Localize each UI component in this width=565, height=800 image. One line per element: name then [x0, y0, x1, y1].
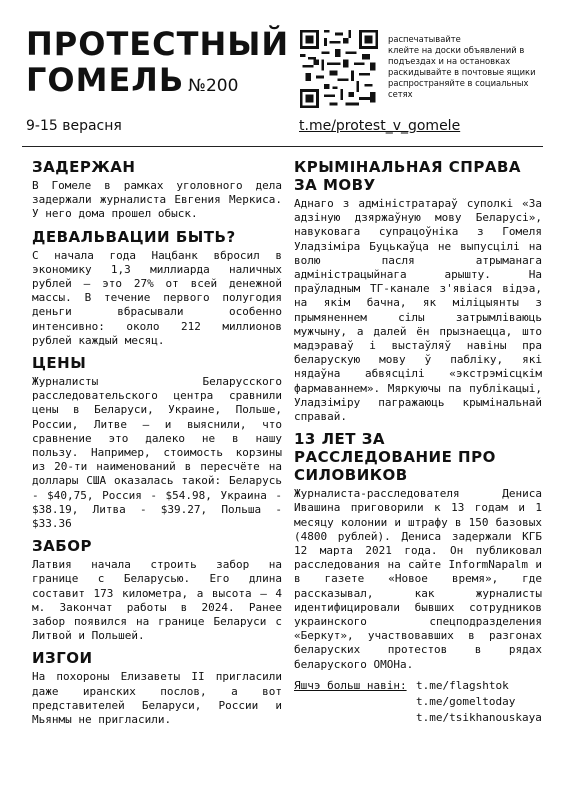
more-news [294, 678, 542, 726]
masthead [26, 26, 306, 134]
distribution-instructions [388, 34, 548, 100]
article-text: Журналисты Беларусского расследовательского центра сравнили цены в Беларуси, Украине, Польше, России, Литве — и выяснили, что сравнение это далеко не в нашу пользу. Например, стоимость корзины из 20-ти наименований в пересчёте на доллары США оказалась такой: Беларусь - $40,75, Россия - $54.98, Украина - $38.19, Литва - $39.27, Польша - $33.36 [32, 375, 282, 531]
article-heading: ДЕВАЛЬВАЦИИ БЫТЬ? [32, 227, 236, 246]
article-text: Журналиста-расследователя Дениса Ивашина приговорили к 13 годам и 1 месяцу колонии и штрафу в 150 базовых (4800 рублей). Дениса задержали КГБ 12 марта 2021 года. Он публиковал расследования на сайте InformNapalm и в газете «Новое время», где рассказывал, как журналисты идентифицировали бывших сотрудников украинского спецподразделения «Беркут», участвовавших в разгонах беларуских протестов в рядах беларуского ОМОНа. [294, 487, 542, 671]
issue-dates: 9-15 верасня [26, 118, 122, 134]
channel-link[interactable]: t.me/flagshtok [416, 678, 509, 692]
channel-link[interactable]: t.me/tsikhanouskaya [416, 710, 542, 724]
telegram-channel-link[interactable]: t.me/protest_v_gomele [299, 118, 461, 134]
article-heading: ЦЕНЫ [32, 354, 87, 373]
instruction-item: клейте на доски объявлений в подъездах и на остановках [388, 45, 525, 66]
header-divider [22, 146, 543, 147]
article-heading: ЗАБОР [32, 537, 92, 556]
article-text: Латвия начала строить забор на границе с Беларусью. Его длина составит 173 километра, а высота – 4 м. Закончат работы в 2024. Ранее забор появился на границе Беларуси с Литвой и Польшей. [32, 558, 282, 643]
article-heading: ИЗГОИ [32, 649, 93, 668]
instruction-item: раскидывайте в почтовые ящики [388, 67, 536, 77]
right-column [294, 158, 542, 726]
channel-link[interactable]: t.me/gomeltoday [416, 694, 516, 708]
instruction-item: распечатывайте [388, 34, 461, 44]
more-news-label: Яшчэ больш навін: [294, 678, 407, 692]
title-line1: ПРОТЕСТНЫЙ [26, 25, 290, 63]
left-column [32, 158, 282, 733]
article-heading: КРЫМІНАЛЬНАЯ СПРАВА ЗА МОВУ [294, 158, 521, 194]
article-text: В Гомеле в рамках уголовного дела задержали журналиста Евгения Меркиса. У него дома прошел обыск. [32, 179, 282, 221]
article-text: Аднаго з адміністратараў суполкі «За адзіную дзяржаўную мову Беларусі», навуковага супрацоўніка з Гомеля Уладзіміра Буцькаўца не выпусцілі на волю пасля атрыманага адміністрацыйнага арышту. На праўладным ТГ-канале з'явіася відэа, на якім бачна, як міліцыянты з прымяненнем сілы затрымліваюць мужчыну, а далей ён прызнаецца, што мадэраваў і выстаўляў навіны пра беларускую мову ў паблiку, які нядаўна абвясцілі «экстрэмісцкім фармаваннем». Мяркуючы па публікацыі, Уладзіміру пагражаюць крымінальнай справай. [294, 197, 542, 424]
issue-number: №200 [188, 76, 239, 96]
title-line2: ГОМЕЛЬ [26, 61, 185, 99]
instruction-item: распространяйте в социальных сетях [388, 78, 529, 99]
qr-code-icon [300, 30, 378, 108]
title [26, 26, 306, 104]
more-news-links [416, 678, 542, 726]
article-heading: 13 ЛЕТ ЗА РАССЛЕДОВАНИЕ ПРО СИЛОВИКОВ [294, 430, 496, 485]
article-text: С начала года Нацбанк вбросил в экономику 1,3 миллиарда наличных рублей — это 27% от всей денежной массы. В течение первого полугодия деньги вбрасывали особенно интенсивно: около 212 миллионов рублей каждый месяц. [32, 248, 282, 347]
article-text: На похороны Елизаветы II пригласили даже иранских послов, а вот представителей Беларуси, России и Мьянмы не пригласили. [32, 670, 282, 727]
article-heading: ЗАДЕРЖАН [32, 158, 136, 176]
